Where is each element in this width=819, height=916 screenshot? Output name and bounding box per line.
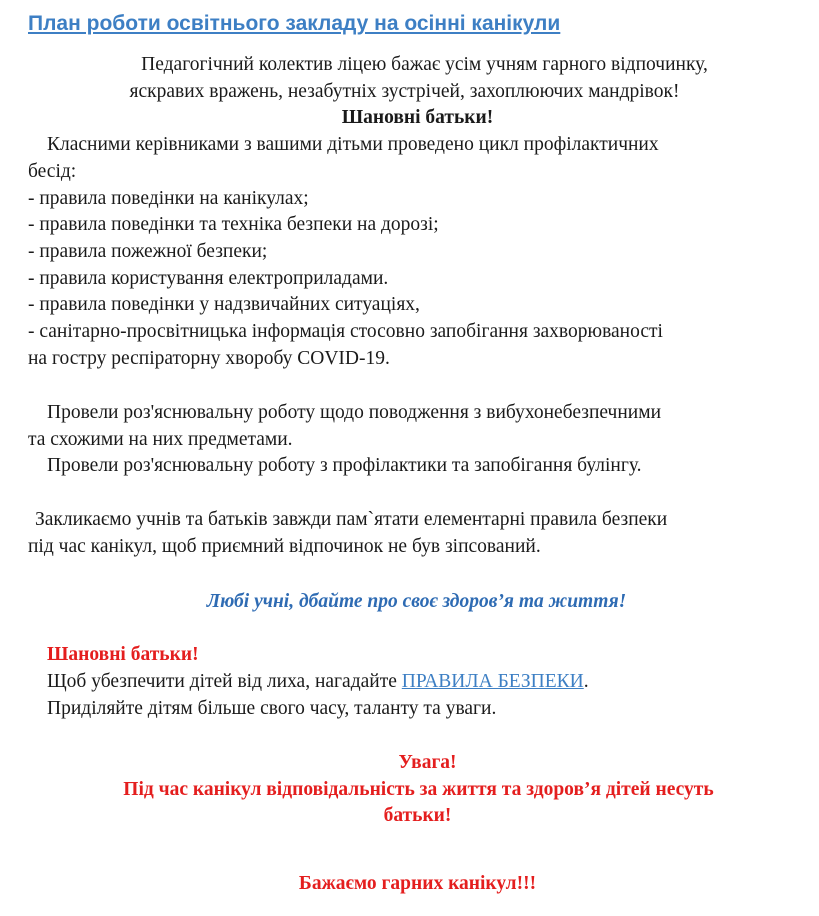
- list-item: - правила поведінки у надзвичайних ситуаціях,: [28, 294, 420, 315]
- list-item: на гостру респіраторну хворобу COVID-19.: [28, 348, 390, 369]
- list-item: - правила поведінки та техніка безпеки на дорозі;: [28, 214, 439, 235]
- health-slogan: Любі учні, дбайте про своє здоров’я та життя!: [206, 591, 627, 612]
- intro-line-1: Педагогічний колектив ліцею бажає усім учням гарного відпочинку,: [141, 54, 708, 75]
- warning-title: Увага!: [398, 752, 457, 773]
- list-item: - санітарно-просвітницька інформація стосовно запобігання захворюваності: [28, 321, 663, 342]
- list-item: - правила поведінки на канікулах;: [28, 188, 309, 209]
- parents-time-advice: Приділяйте дітям більше свого часу, таланту та уваги.: [47, 698, 497, 719]
- closing-wish: Бажаємо гарних канікул!!!: [298, 873, 537, 894]
- intro-greeting: Шановні батьки!: [341, 107, 494, 128]
- talks-line-1: Класними керівниками з вашими дітьми проведено цикл профілактичних: [47, 134, 659, 155]
- explosives-line-2: та схожими на них предметами.: [28, 429, 293, 450]
- appeal-line-1: Закликаємо учнів та батьків завжди пам`ятати елементарні правила безпеки: [35, 509, 668, 530]
- list-item: - правила пожежної безпеки;: [28, 241, 268, 262]
- safety-reminder-text: Щоб убезпечити дітей від лиха, нагадайте: [47, 671, 402, 692]
- safety-reminder-end: .: [583, 671, 589, 692]
- appeal-line-2: під час канікул, щоб приємний відпочинок не був зіпсований.: [28, 536, 541, 557]
- safety-reminder: [47, 669, 589, 695]
- intro-line-2: яскравих вражень, незабутніх зустрічей, захоплюючих мандрівок!: [129, 81, 680, 102]
- list-item: - правила користування електроприладами.: [28, 268, 389, 289]
- page-title[interactable]: План роботи освітнього закладу на осінні канікули: [28, 12, 561, 35]
- parents-greeting: Шановні батьки!: [47, 644, 199, 665]
- warning-line-2: батьки!: [383, 805, 452, 826]
- bullying-line: Провели роз'яснювальну роботу з профілактики та запобігання булінгу.: [47, 455, 642, 476]
- explosives-line-1: Провели роз'яснювальну роботу щодо поводження з вибухонебезпечними: [47, 402, 662, 423]
- safety-rules-link[interactable]: ПРАВИЛА БЕЗПЕКИ: [401, 671, 584, 692]
- warning-line-1: Під час канікул відповідальність за життя та здоров’я дітей несуть: [123, 779, 714, 800]
- talks-line-2: бесід:: [28, 161, 77, 182]
